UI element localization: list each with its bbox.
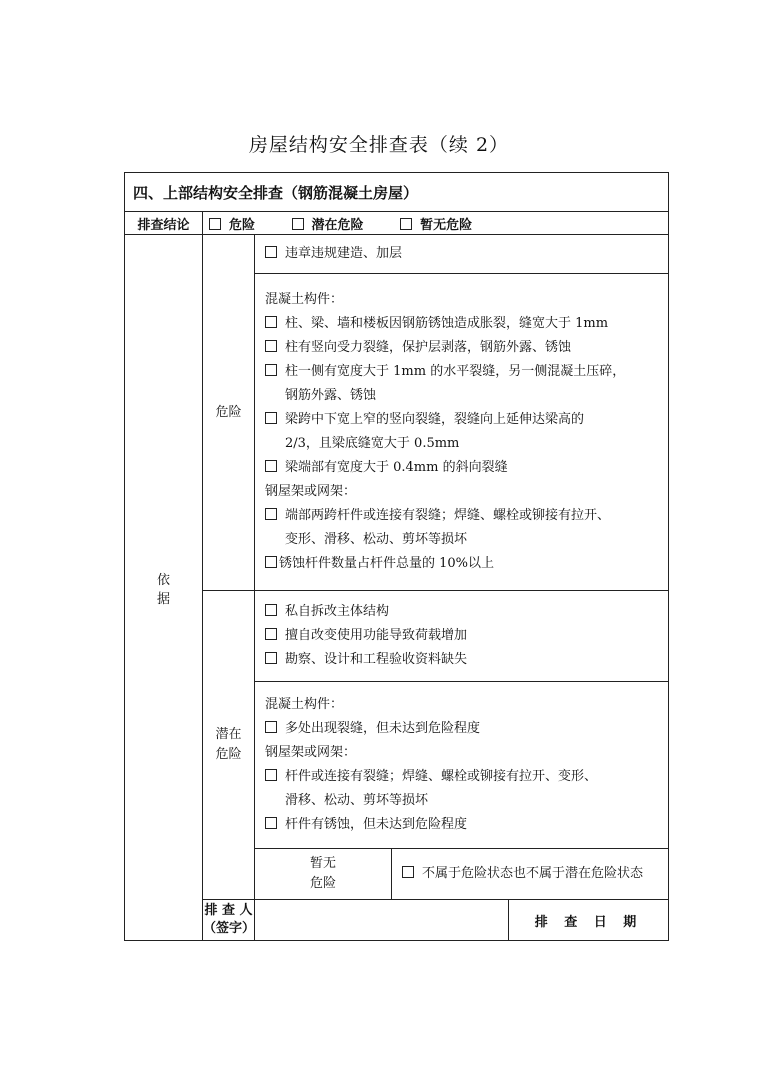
list-item: 柱、梁、墙和楼板因钢筋锈蚀造成胀裂，缝宽大于 1mm xyxy=(265,312,662,336)
list-item-continued: 滑移、松动、剪坏等损坏 xyxy=(285,793,429,808)
basis-label: 依 据 xyxy=(125,235,203,941)
no-danger-block xyxy=(392,849,669,900)
checkbox[interactable] xyxy=(265,508,277,520)
list-item: 杆件有锈蚀，但未达到危险程度 xyxy=(265,813,662,837)
no-danger-label: 暂无 危险 xyxy=(255,849,392,900)
list-item: 不属于危险状态也不属于潜在危险状态 xyxy=(402,862,662,886)
checkbox[interactable] xyxy=(265,604,277,616)
list-item: 柱有竖向受力裂缝，保护层剥落，钢筋外露、锈蚀 xyxy=(265,336,662,360)
option-danger[interactable]: 危险 xyxy=(209,218,255,233)
danger-block2 xyxy=(255,274,669,591)
checkbox[interactable] xyxy=(265,246,277,258)
checkbox[interactable] xyxy=(265,556,277,568)
danger-block1 xyxy=(255,235,669,274)
inspector-signature-field[interactable] xyxy=(255,900,509,941)
list-item: 柱一侧有宽度大于 1mm 的水平裂缝，另一侧混凝土压碎， xyxy=(265,360,662,384)
list-item: 梁端部有宽度大于 0.4mm 的斜向裂缝 xyxy=(265,456,662,480)
checkbox[interactable] xyxy=(402,866,414,878)
option-potential-danger[interactable]: 潜在危险 xyxy=(292,218,364,233)
list-item: 锈蚀杆件数量占杆件总量的 10%以上 xyxy=(265,552,662,576)
section-header: 四、上部结构安全排查（钢筋混凝土房屋） xyxy=(125,173,669,212)
list-item: 杆件或连接有裂缝；焊缝、螺栓或铆接有拉开、变形、 xyxy=(265,765,662,789)
steel-title: 钢屋架或网架： xyxy=(265,745,357,760)
checkbox[interactable] xyxy=(400,218,412,230)
checkbox[interactable] xyxy=(265,340,277,352)
list-item: 违章违规建造、加层 xyxy=(265,242,662,266)
conclusion-label: 排查结论 xyxy=(125,212,203,235)
list-item: 多处出现裂缝，但未达到危险程度 xyxy=(265,717,662,741)
option-no-danger[interactable]: 暂无危险 xyxy=(400,218,472,233)
danger-label: 危险 xyxy=(203,235,255,591)
page-title: 房屋结构安全排查表（续 2） xyxy=(248,134,510,156)
list-item-continued: 2/3，且梁底缝宽大于 0.5mm xyxy=(285,436,460,451)
checkbox[interactable] xyxy=(292,218,304,230)
checkbox[interactable] xyxy=(265,316,277,328)
list-item-continued: 钢筋外露、锈蚀 xyxy=(285,388,377,403)
list-item: 梁跨中下宽上窄的竖向裂缝，裂缝向上延伸达梁高的 xyxy=(265,408,662,432)
inspection-date-label: 排 查 日 期 xyxy=(509,900,669,941)
list-item: 勘察、设计和工程验收资料缺失 xyxy=(265,648,662,672)
concrete-title: 混凝土构件： xyxy=(265,697,344,712)
conclusion-options xyxy=(203,212,669,235)
checkbox[interactable] xyxy=(265,364,277,376)
checkbox[interactable] xyxy=(265,628,277,640)
list-item: 私自拆改主体结构 xyxy=(265,600,662,624)
steel-title: 钢屋架或网架： xyxy=(265,484,357,499)
structure-safety-table xyxy=(124,172,669,941)
list-item: 端部两跨杆件或连接有裂缝；焊缝、螺栓或铆接有拉开、 xyxy=(265,504,662,528)
inspector-label: 排 查 人 （签字） xyxy=(203,900,255,941)
checkbox[interactable] xyxy=(265,412,277,424)
list-item: 擅自改变使用功能导致荷载增加 xyxy=(265,624,662,648)
concrete-title: 混凝土构件： xyxy=(265,292,344,307)
checkbox[interactable] xyxy=(265,769,277,781)
checkbox[interactable] xyxy=(265,652,277,664)
potential-block2 xyxy=(255,682,669,849)
potential-danger-label: 潜在 危险 xyxy=(203,591,255,900)
list-item-continued: 变形、滑移、松动、剪坏等损坏 xyxy=(285,532,468,547)
checkbox[interactable] xyxy=(265,460,277,472)
checkbox[interactable] xyxy=(265,817,277,829)
checkbox[interactable] xyxy=(265,721,277,733)
potential-block1 xyxy=(255,591,669,682)
checkbox[interactable] xyxy=(209,218,221,230)
